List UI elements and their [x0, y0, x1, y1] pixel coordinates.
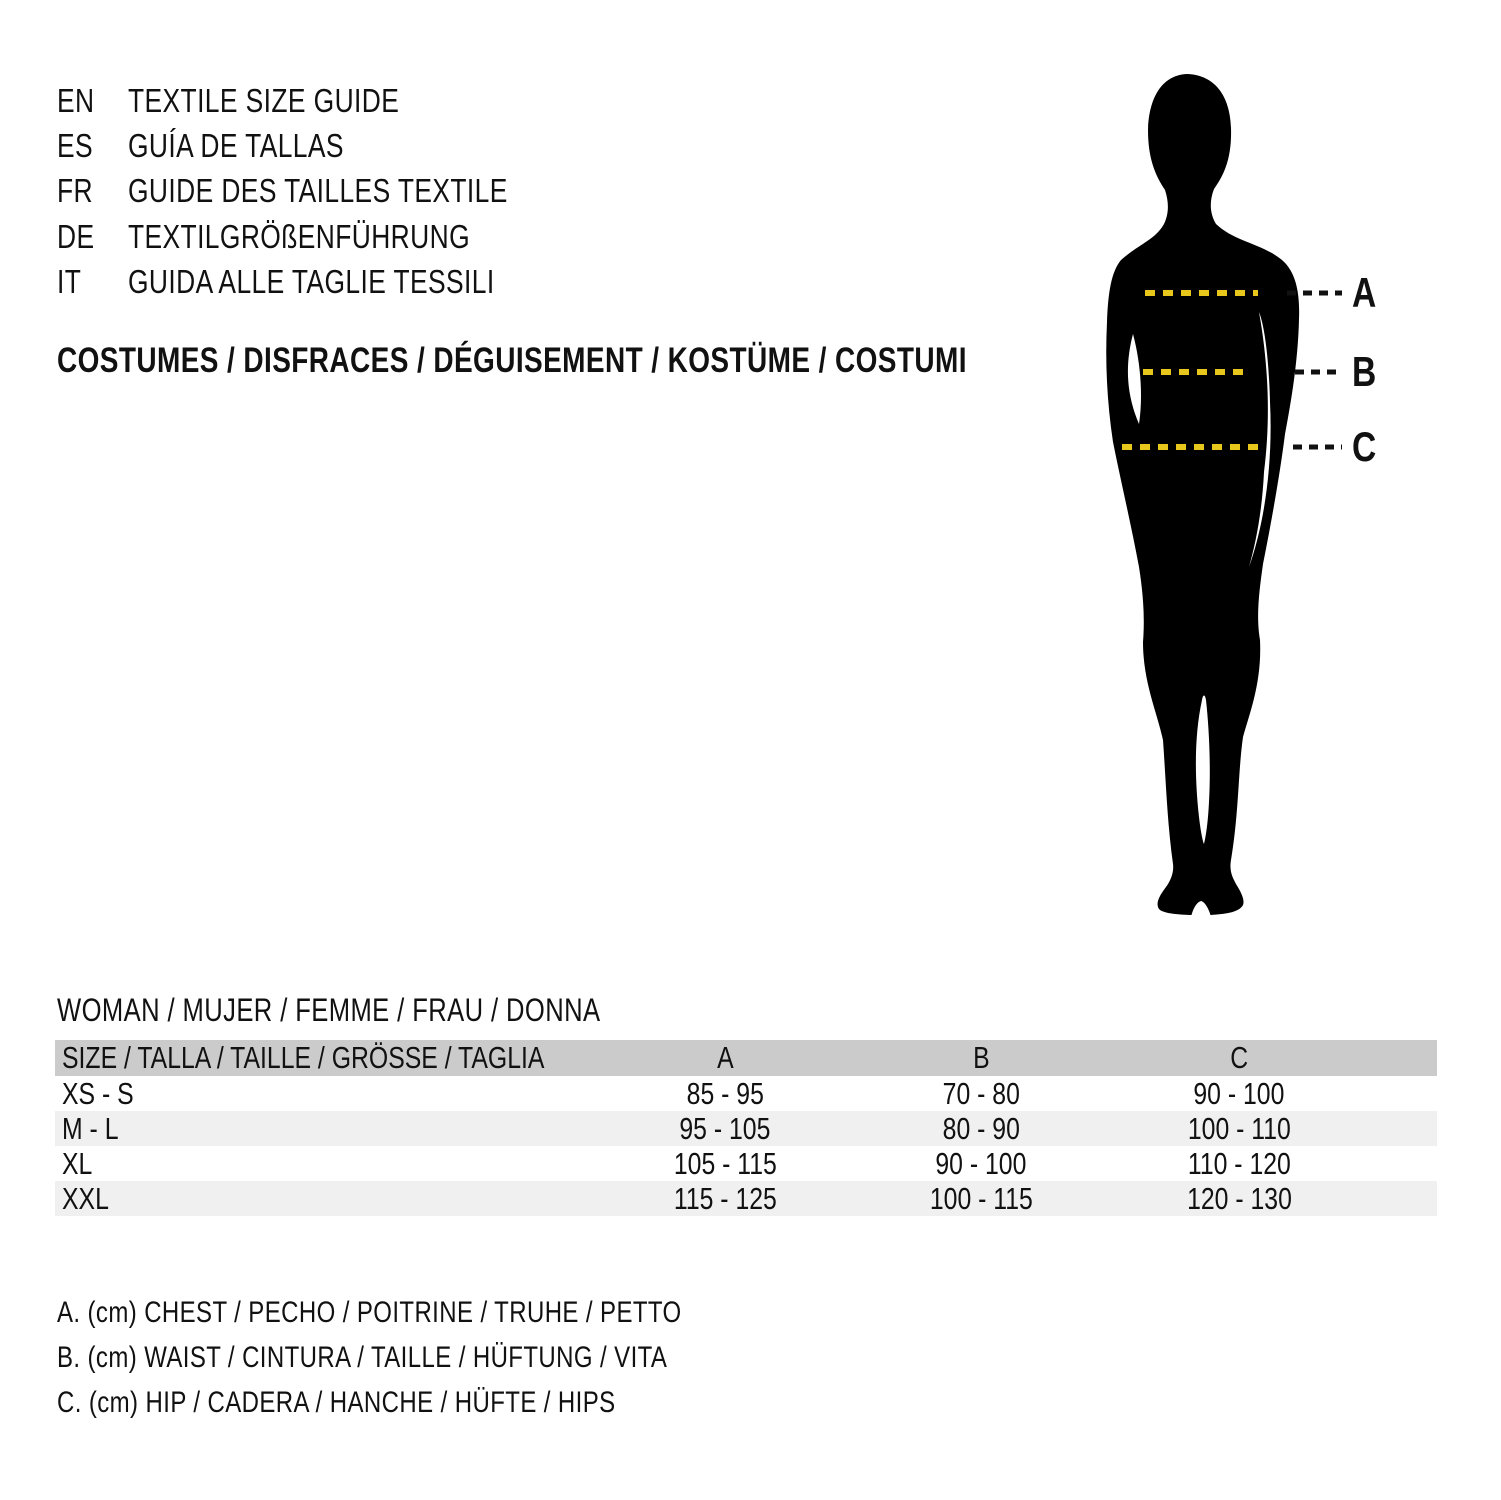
- hip-range-cell: 90 - 100: [1193, 1075, 1285, 1111]
- header-size-cell: SIZE / TALLA / TAILLE / GRÖSSE / TAGLIA: [62, 1040, 545, 1075]
- language-code: FR: [57, 172, 93, 210]
- language-title: TEXTILGRÖßENFÜHRUNG: [128, 217, 471, 255]
- chest-range-cell: 95 - 105: [679, 1110, 771, 1146]
- waist-range-cell: 70 - 80: [942, 1075, 1020, 1111]
- waist-range-cell: 80 - 90: [942, 1110, 1020, 1146]
- woman-silhouette-figure: [1050, 60, 1350, 920]
- header-b-cell: B: [972, 1040, 990, 1075]
- language-title: GUIDA ALLE TAGLIE TESSILI: [128, 263, 495, 301]
- table-row-xl: [55, 1146, 1437, 1181]
- size-cell: XXL: [62, 1180, 109, 1216]
- table-row-m-l: [55, 1111, 1437, 1146]
- section-heading-woman: WOMAN / MUJER / FEMME / FRAU / DONNA: [57, 992, 601, 1028]
- table-row-xs-s: [55, 1076, 1437, 1111]
- language-code: DE: [57, 217, 95, 255]
- measure-label-b: B: [1352, 348, 1377, 395]
- hip-range-cell: 100 - 110: [1187, 1110, 1291, 1146]
- waist-range-cell: 90 - 100: [935, 1145, 1027, 1181]
- waist-range-cell: 100 - 115: [929, 1180, 1033, 1216]
- chest-range-cell: 115 - 125: [673, 1180, 777, 1216]
- hip-range-cell: 120 - 130: [1186, 1180, 1292, 1216]
- size-cell: XL: [62, 1145, 93, 1181]
- chest-range-cell: 85 - 95: [686, 1075, 764, 1111]
- language-row-es: [57, 123, 603, 168]
- header-c-cell: C: [1230, 1040, 1248, 1075]
- table-row-xxl: [55, 1181, 1437, 1216]
- measure-label-a: A: [1352, 269, 1377, 316]
- note-chest: A. (cm) CHEST / PECHO / POITRINE / TRUHE / PETTO: [57, 1296, 682, 1329]
- language-row-en: [57, 78, 603, 123]
- language-code: ES: [57, 127, 94, 165]
- language-title: GUIDE DES TAILLES TEXTILE: [128, 172, 508, 210]
- language-list: [57, 78, 603, 305]
- measure-label-c: C: [1352, 423, 1377, 470]
- chest-range-cell: 105 - 115: [673, 1145, 777, 1181]
- language-code: EN: [57, 81, 95, 119]
- size-cell: M - L: [62, 1110, 119, 1146]
- size-table: [55, 1040, 1437, 1216]
- language-code: IT: [57, 263, 82, 301]
- language-row-de: [57, 214, 603, 259]
- language-title: TEXTILE SIZE GUIDE: [128, 81, 400, 119]
- table-header-row: [55, 1040, 1437, 1076]
- language-row-it: [57, 260, 603, 305]
- language-title: GUÍA DE TALLAS: [128, 127, 344, 165]
- header-a-cell: A: [716, 1040, 734, 1075]
- measure-notes: [57, 1290, 838, 1425]
- category-title: COSTUMES / DISFRACES / DÉGUISEMENT / KOSTÜME / COSTUMI: [57, 341, 967, 380]
- note-waist: B. (cm) WAIST / CINTURA / TAILLE / HÜFTUNG / VITA: [57, 1341, 668, 1374]
- language-row-fr: [57, 169, 603, 214]
- size-cell: XS - S: [62, 1075, 134, 1111]
- note-hip: C. (cm) HIP / CADERA / HANCHE / HÜFTE / HIPS: [57, 1386, 616, 1419]
- hip-range-cell: 110 - 120: [1187, 1145, 1291, 1181]
